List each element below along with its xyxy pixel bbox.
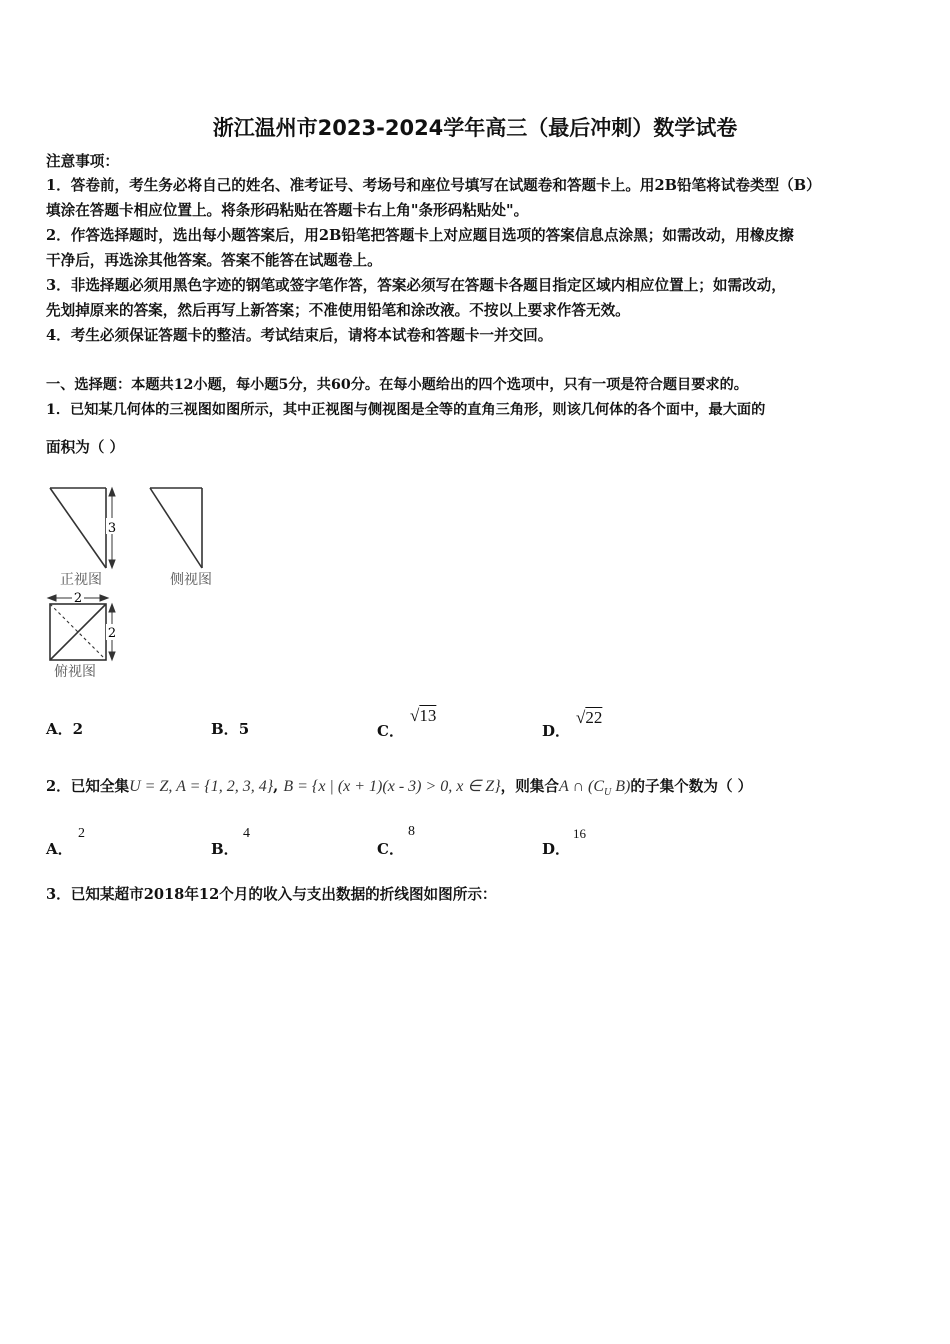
q1-option-a[interactable]	[46, 718, 83, 739]
q2-option-d[interactable]	[542, 838, 570, 859]
width-dim-label: 2	[73, 591, 83, 606]
notice-line: 填涂在答题卡相应位置上。将条形码粘贴在答题卡右上角"条形码粘贴处"。	[46, 202, 529, 219]
height-dim-label: 3	[107, 521, 117, 536]
page-title: 浙江温州市2023-2024学年高三（最后冲刺）数学试卷	[212, 116, 738, 140]
radicand: 22	[585, 708, 603, 727]
side-view-label: 侧视图	[170, 572, 212, 588]
q2-option-c-value: 8	[408, 824, 415, 839]
option-letter: D．	[542, 722, 571, 740]
q2-math-expr-end: B)	[611, 778, 631, 795]
q1-option-d-value: √22	[576, 708, 603, 727]
q1-option-c[interactable]	[377, 720, 404, 741]
q1-option-d[interactable]	[542, 720, 570, 741]
q2-math-expression	[559, 778, 631, 799]
option-letter: C．	[377, 722, 404, 740]
notice-line: 先划掉原来的答案，然后再写上新答案；不准使用铅笔和涂改液。不按以上要求作答无效。	[46, 302, 630, 319]
option-value: 2	[72, 720, 84, 738]
notice-line: 4．考生必须保证答题卡的整洁。考试结束后，请将本试卷和答题卡一并交回。	[46, 327, 553, 344]
top-view-label: 俯视图	[54, 664, 96, 680]
q2-suffix: 的子集个数为（ ）	[630, 778, 753, 795]
option-letter: A．	[46, 720, 73, 738]
option-letter: B．	[211, 840, 239, 858]
front-view-label: 正视图	[60, 572, 102, 588]
question-2-text	[46, 777, 752, 803]
q1-option-b[interactable]	[211, 718, 249, 739]
notice-line: 2．作答选择题时，选出每小题答案后，用2B铅笔把答题卡上对应题目选项的答案信息点涂黑；如需改动，用橡皮擦	[46, 227, 794, 244]
option-letter: C．	[377, 840, 404, 858]
q2-option-a[interactable]	[46, 838, 73, 859]
q2-option-b-value: 4	[243, 826, 250, 841]
q2-math-set-b: B = {x | (x + 1)(x - 3) > 0, x ∈ Z}	[283, 778, 501, 795]
option-value: 5	[238, 720, 250, 738]
q2-mid: ，则集合	[500, 778, 559, 795]
radicand: 13	[419, 706, 437, 725]
q2-option-d-value: 16	[573, 826, 586, 841]
side-view	[150, 488, 202, 568]
question-3-text: 3．已知某超市2018年12个月的收入与支出数据的折线图如图所示：	[46, 886, 497, 903]
option-letter: A．	[46, 840, 73, 858]
q1-option-c-value: √13	[410, 706, 437, 725]
q2-math-universal-set: U = Z, A = {1, 2, 3, 4}	[129, 778, 274, 795]
notice-line: 3．非选择题必须用黑色字迹的钢笔或签字笔作答，答案必须写在答题卡各题目指定区域内相应位置上；如需改动，	[46, 277, 786, 294]
q2-math-expr-sub: U	[604, 787, 612, 799]
q2-option-b[interactable]	[211, 838, 239, 859]
notice-heading: 注意事项：	[46, 153, 119, 170]
q2-prefix: 2．已知全集	[46, 778, 130, 795]
option-letter: D．	[542, 840, 571, 858]
three-view-figure	[40, 480, 240, 685]
front-view	[50, 488, 106, 568]
q2-math-expr-start: A ∩ (C	[559, 778, 605, 795]
top-view	[50, 604, 106, 660]
section-heading: 一、选择题：本题共12小题，每小题5分，共60分。在每小题给出的四个选项中，只有一项是符合题目要求的。	[46, 377, 748, 393]
option-letter: B．	[211, 720, 239, 738]
notice-line: 1．答卷前，考生务必将自己的姓名、准考证号、考场号和座位号填写在试题卷和答题卡上。用2B铅笔将试卷类型（B）	[46, 177, 821, 194]
notice-line: 干净后，再选涂其他答案。答案不能答在试题卷上。	[46, 252, 382, 269]
question-1-text: 1．已知某几何体的三视图如图所示，其中正视图与侧视图是全等的直角三角形，则该几何体的各个面中，最大面的	[46, 402, 766, 418]
q2-comma: ,	[273, 778, 279, 795]
q2-option-c[interactable]	[377, 838, 404, 859]
question-1-text: 面积为（ ）	[46, 439, 125, 456]
depth-dim-label: 2	[107, 626, 117, 641]
q2-option-a-value: 2	[78, 826, 85, 841]
